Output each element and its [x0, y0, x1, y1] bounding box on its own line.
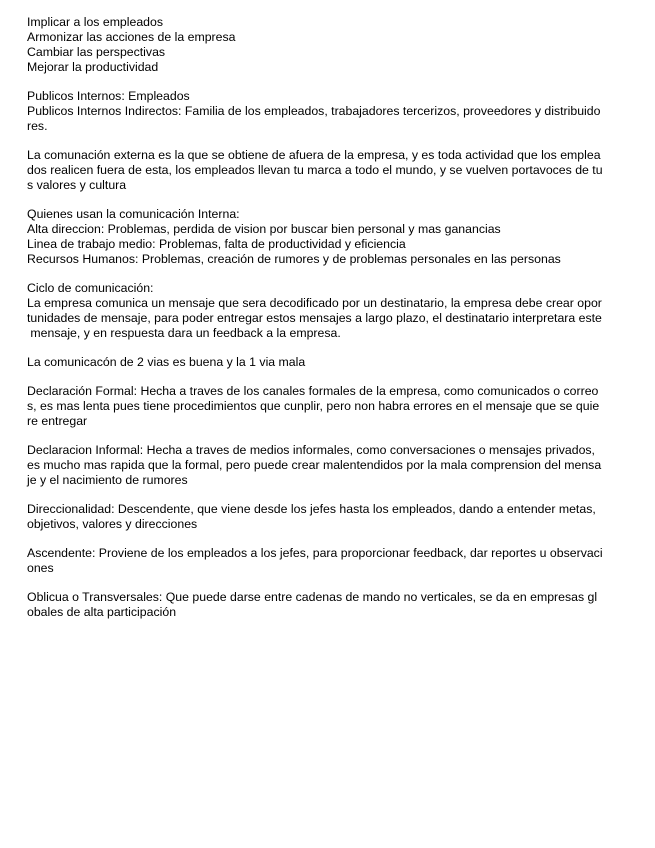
text-line: Declaración Formal: Hecha a traves de los canales formales de la empresa, como comunicados o correo	[27, 384, 599, 398]
text-line: Publicos Internos Indirectos: Familia de los empleados, trabajadores tercerizos, proveedores y distribuido	[27, 104, 601, 118]
text-line: objetivos, valores y direcciones	[27, 517, 198, 531]
text-line: obales de alta participación	[27, 605, 177, 619]
text-line: Cambiar las perspectivas	[27, 45, 166, 59]
two-way-communication-paragraph	[27, 355, 631, 370]
text-line: dos realicen fuera de esta, los empleados llevan tu marca a todo el mundo, y se vuelven portavoces de tu	[27, 163, 603, 177]
directionality-paragraph	[27, 502, 631, 532]
text-line: res.	[27, 119, 48, 133]
text-line: mensaje, y en respuesta dara un feedback a la empresa.	[27, 326, 341, 340]
text-line: ones	[27, 561, 54, 575]
oblique-paragraph	[27, 590, 631, 620]
communication-cycle-paragraph	[27, 281, 631, 341]
formal-declaration-paragraph	[27, 384, 631, 429]
text-line: es mucho mas rapida que la formal, pero puede crear malentendidos por la mala comprension del mensa	[27, 458, 602, 472]
objectives-list	[27, 15, 631, 75]
text-line: Publicos Internos: Empleados	[27, 89, 190, 103]
text-line: Mejorar la productividad	[27, 60, 159, 74]
text-line: s valores y cultura	[27, 178, 127, 192]
text-line: Ascendente: Proviene de los empleados a los jefes, para proporcionar feedback, dar reportes u observaci	[27, 546, 603, 560]
text-line: Ciclo de comunicación:	[27, 281, 154, 295]
ascending-paragraph	[27, 546, 631, 576]
text-line: La empresa comunica un mensaje que sera decodificado por un destinatario, la empresa debe crear opor	[27, 296, 602, 310]
text-line: Alta direccion: Problemas, perdida de vision por buscar bien personal y mas ganancias	[27, 222, 501, 236]
external-communication-paragraph	[27, 148, 631, 193]
text-line: Declaracion Informal: Hecha a traves de medios informales, como conversaciones o mensajes privados,	[27, 443, 595, 457]
text-line: Recursos Humanos: Problemas, creación de rumores y de problemas personales en las personas	[27, 252, 561, 266]
text-line: Implicar a los empleados	[27, 15, 164, 29]
informal-declaration-paragraph	[27, 443, 631, 488]
text-line: Oblicua o Transversales: Que puede darse entre cadenas de mando no verticales, se da en empresas gl	[27, 590, 598, 604]
text-line: tunidades de mensaje, para poder entregar estos mensajes a largo plazo, el destinatario interpretara este	[27, 311, 602, 325]
text-line: re entregar	[27, 414, 88, 428]
text-line: Quienes usan la comunicación Interna:	[27, 207, 240, 221]
text-line: s, es mas lenta pues tiene procedimientos que cunplir, pero non habra errores en el mensaje que se quie	[27, 399, 600, 413]
internal-users-paragraph	[27, 207, 631, 267]
internal-publics-paragraph	[27, 89, 631, 134]
text-line: Armonizar las acciones de la empresa	[27, 30, 236, 44]
text-line: Direccionalidad: Descendente, que viene desde los jefes hasta los empleados, dando a entender metas,	[27, 502, 596, 516]
text-line: La comunicacón de 2 vias es buena y la 1 via mala	[27, 355, 306, 369]
text-line: La comunación externa es la que se obtiene de afuera de la empresa, y es toda actividad que los emplea	[27, 148, 601, 162]
text-line: Linea de trabajo medio: Problemas, falta de productividad y eficiencia	[27, 237, 406, 251]
document-page	[27, 15, 631, 634]
text-line: je y el nacimiento de rumores	[27, 473, 188, 487]
